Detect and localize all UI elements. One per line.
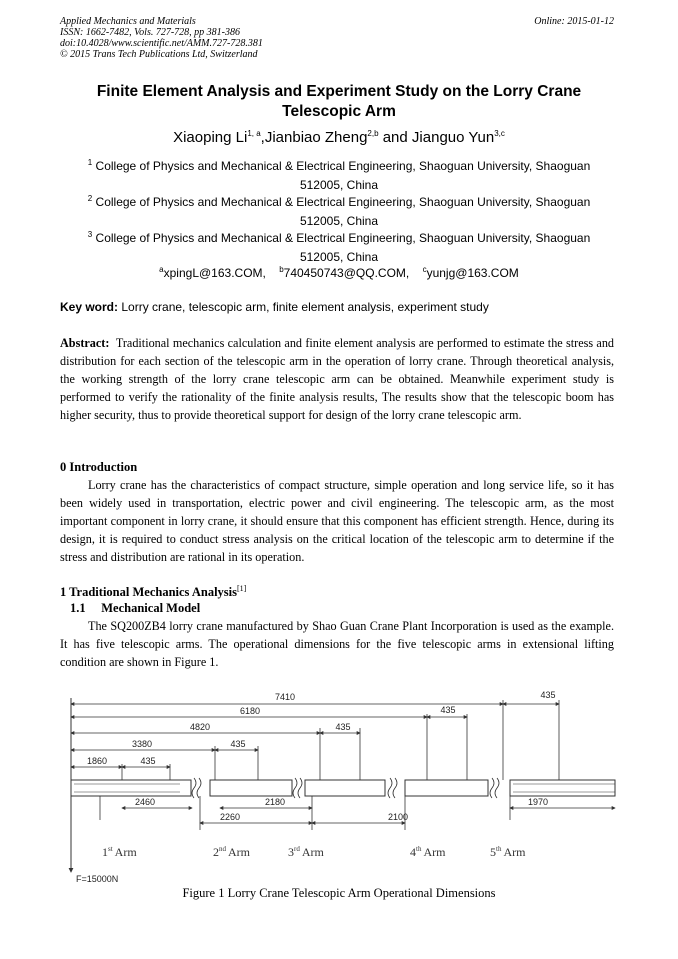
- author-name: Xiaoping Li: [173, 129, 248, 146]
- issn-line: ISSN: 1662-7482, Vols. 727-728, pp 381-386: [60, 27, 240, 38]
- arm-section-4: [405, 780, 488, 796]
- affiliation-line: College of Physics and Mechanical & Electrical Engineering, Shaoguan University, Shaoguan: [95, 159, 591, 173]
- online-date: Online: 2015-01-12: [534, 16, 614, 27]
- dim-label: 2260: [219, 812, 241, 822]
- author-separator: ,: [260, 129, 265, 146]
- author-list: [60, 124, 618, 148]
- section-title: 1 Traditional Mechanics Analysis: [60, 585, 237, 600]
- email-sup: c: [422, 265, 427, 274]
- introduction-text: Lorry crane has the characteristics of compact structure, simple operation and long service life, so it has been widely used in transportation, electric power and civil engineering. The telescopic arm, as the most important component in lorry crane, it should ensure that this component has efficient strength. Hence, during its design, it is required to conduct stress analysis on the critical location of the telescopic arm to determine if the stress and distribution are rational in its operation.: [60, 478, 614, 564]
- author-sup: 1, a: [247, 129, 261, 138]
- arm-label: 3rd Arm: [288, 845, 324, 859]
- abstract: [60, 334, 614, 424]
- dim-label: 6180: [239, 706, 261, 716]
- arm-section-1: [71, 780, 191, 796]
- affiliation-line: College of Physics and Mechanical & Electrical Engineering, Shaoguan University, Shaoguan: [95, 231, 591, 245]
- dim-label: 1970: [527, 797, 549, 807]
- email-list: [60, 261, 618, 282]
- dim-label: 7410: [274, 692, 296, 702]
- dim-label: 2100: [387, 812, 409, 822]
- affiliation-line: College of Physics and Mechanical & Electrical Engineering, Shaoguan University, Shaoguan: [95, 195, 591, 209]
- affiliation-line: 512005, China: [299, 250, 379, 264]
- keywords: [60, 298, 618, 316]
- affiliation-number: 3: [87, 230, 93, 239]
- dim-label: 435: [440, 705, 456, 715]
- author-sup: 3,c: [494, 129, 505, 138]
- author-separator: and: [378, 129, 412, 146]
- doi-line: doi:10.4028/www.scientific.net/AMM.727-728.381: [60, 38, 263, 49]
- arm-label: 5th Arm: [490, 845, 526, 859]
- dim-label: 1860: [86, 756, 108, 766]
- arm-section-2: [210, 780, 292, 796]
- affiliation-number: 1: [87, 158, 93, 167]
- section-heading: 0 Introduction: [60, 460, 138, 474]
- paper-title: [60, 82, 618, 122]
- email-address: xpingL@163.COM,: [163, 266, 266, 280]
- arm-section-5: [510, 780, 615, 796]
- dim-label: 435: [230, 739, 246, 749]
- copyright-line: © 2015 Trans Tech Publications Ltd, Switzerland: [60, 49, 258, 60]
- arm-section-3: [305, 780, 385, 796]
- dim-label: 435: [540, 690, 556, 700]
- keyword-label: Key word:: [60, 300, 119, 314]
- force-label: F=15000N: [76, 874, 119, 884]
- email-address: yunjg@163.COM: [426, 266, 519, 280]
- title-line-2: Telescopic Arm: [282, 103, 396, 120]
- arm-label: 1st Arm: [102, 845, 137, 859]
- email-sup: b: [279, 265, 284, 274]
- mechanical-model-text: The SQ200ZB4 lorry crane manufactured by Shao Guan Crane Plant Incorporation is used as the example. It has five telescopic arms. The operational dimensions for the five telescopic arms in extensional lifting condition are shown in Figure 1.: [60, 619, 614, 669]
- abstract-text: Traditional mechanics calculation and finite element analysis are performed to estimate the stress and distribution for each section of the telescopic arm in the operation of lorry crane. Through theoretical analysis, the working strength of the lorry crane telescopic arm can be obtained. Meanwhile experiment study is performed to verify the rationality of the finite analysis results, The results show that the telescopic boom has higher security, thus to provide theoretical support for design of the lorry crane telescopic arm.: [60, 336, 615, 422]
- dim-label: 3380: [131, 739, 153, 749]
- author-name: Jianguo Yun: [411, 129, 495, 146]
- arm-label: 2nd Arm: [213, 845, 250, 859]
- dim-label: 4820: [189, 722, 211, 732]
- affiliation-line: 512005, China: [299, 178, 379, 192]
- author-sup: 2,b: [367, 129, 379, 138]
- section-heading: [60, 580, 246, 601]
- dim-label: 435: [140, 756, 156, 766]
- citation-ref: [1]: [237, 584, 247, 593]
- figure-caption: Figure 1 Lorry Crane Telescopic Arm Operational Dimensions: [182, 886, 496, 900]
- journal-name: Applied Mechanics and Materials: [60, 16, 196, 27]
- figure-1: [60, 680, 618, 885]
- dim-label: 2180: [264, 797, 286, 807]
- affiliation-line: 512005, China: [299, 214, 379, 228]
- affiliation-number: 2: [87, 194, 93, 203]
- author-name: Jianbiao Zheng: [264, 129, 368, 146]
- email-sup: a: [159, 265, 164, 274]
- title-line-1: Finite Element Analysis and Experiment Study on the Lorry Crane: [96, 83, 582, 100]
- keyword-text: Lorry crane, telescopic arm, finite element analysis, experiment study: [121, 300, 489, 314]
- email-address: 740450743@QQ.COM,: [283, 266, 410, 280]
- journal-header: [60, 16, 263, 60]
- dim-label: 435: [335, 722, 351, 732]
- subsection-heading: 1.1 Mechanical Model: [70, 601, 201, 615]
- arm-label: 4th Arm: [410, 845, 446, 859]
- dim-label: 2460: [134, 797, 156, 807]
- crane-arm-drawing: [60, 680, 618, 885]
- abstract-label: Abstract:: [60, 336, 110, 350]
